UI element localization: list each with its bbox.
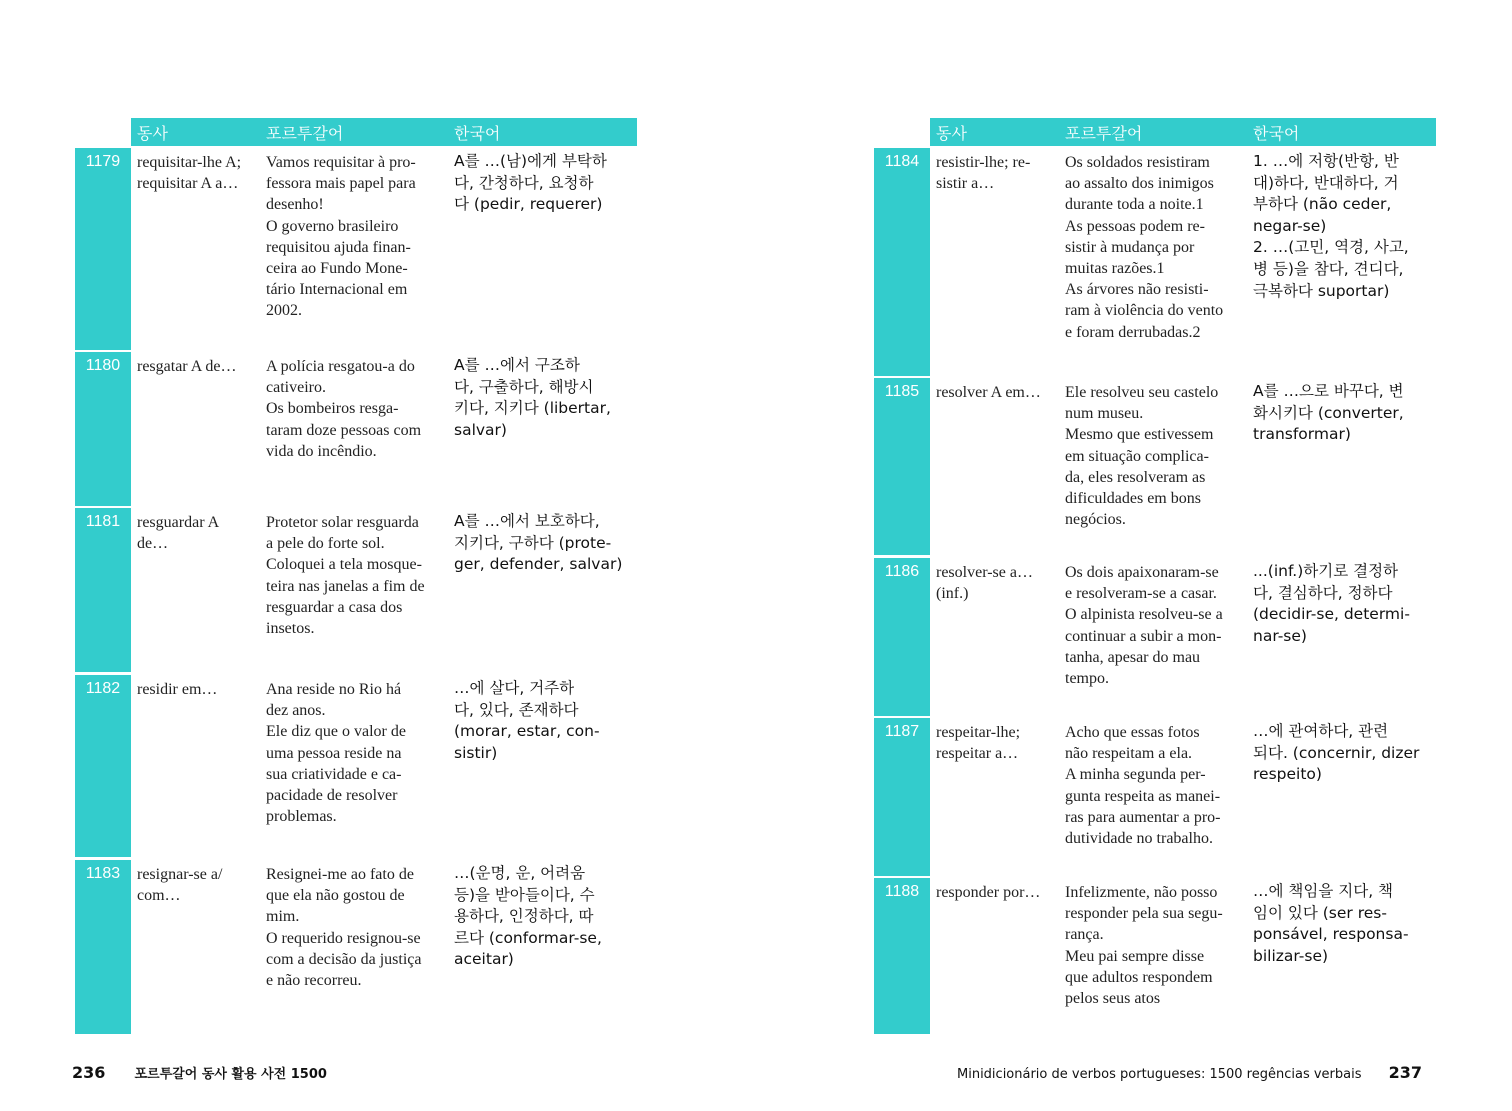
entry-korean [454,863,634,971]
entry-1183 [75,860,637,1034]
example-line: desenho! [266,196,324,214]
entry-korean [454,678,634,764]
korean-line: (morar, estar, con- [454,722,600,741]
korean-line: …(운명, 운, 어려움 [454,864,586,882]
example-line: responder pela sua segu- [1065,905,1223,923]
entry-number: 1188 [884,883,920,900]
korean-line: (decidir-se, determi- [1253,605,1410,624]
entry-number: 1183 [85,865,121,882]
example-line: gunta respeita as manei- [1065,787,1221,805]
example-line: Meu pai sempre disse [1065,947,1205,965]
example-line: ras para aumentar a pro- [1065,808,1221,826]
header-portuguese: 포르투갈어 [1065,124,1143,143]
example-line: Ele diz que o valor de [266,723,406,741]
korean-line: aceitar) [454,950,514,969]
entry-number: 1182 [85,680,121,697]
example-line: durante toda a noite.1 [1065,196,1204,214]
header-korean: 한국어 [1253,124,1300,143]
entry-verb: responder por… [936,884,1041,901]
example-line: A polícia resgatou-a do [266,358,415,375]
example-line: Vamos requisitar à pro- [266,154,416,171]
korean-line: 대)하다, 반대하다, 거 [1253,173,1399,192]
example-line: fessora mais papel para [266,175,416,193]
example-line: dez anos. [266,702,326,720]
example-line: não respeitam a ela. [1065,745,1193,763]
example-line: da, eles resolveram as [1065,468,1206,486]
korean-line: 1. …에 저항(반항, 반 [1253,152,1399,170]
entry-korean [1253,381,1433,446]
entry-1186 [874,558,1436,716]
entry-verb: resolver A em… [936,384,1041,401]
entry-examples [266,356,446,462]
example-line: ao assalto dos inimigos [1065,175,1214,193]
example-line: sua criatividade e ca- [266,765,402,783]
example-line: e não recorreu. [266,972,362,990]
korean-line: 다, 있다, 존재하다 [454,700,579,719]
entry-number-bar [874,378,930,555]
example-line: rança. [1065,926,1104,944]
korean-line: 다 (pedir, requerer) [454,195,603,214]
entry-number-bar [75,352,131,506]
example-line: a pele do forte sol. [266,535,385,553]
entry-korean [454,511,634,576]
korean-line: 등)을 받아들이다, 수 [454,885,595,904]
entry-number-bar [874,558,930,716]
entry-number-bar [874,718,930,876]
entry-verb: resguardar A de… [137,514,220,553]
entry-1182 [75,675,637,857]
entry-examples [266,864,446,991]
entry-verb: residir em… [137,681,218,698]
entry-korean [1253,721,1433,786]
example-line: cativeiro. [266,379,326,397]
example-line: Acho que essas fotos [1065,724,1200,741]
korean-line: ...(inf.)하기로 결정하 [1253,562,1399,580]
example-line: resguardar a casa dos [266,598,403,616]
example-line: Os dois apaixonaram-se [1065,564,1219,581]
entry-examples [1065,382,1245,530]
entry-number-bar [75,675,131,857]
korean-line: 지키다, 구하다 (prote- [454,533,612,552]
page-number: 237 [1388,1063,1422,1082]
example-line: As pessoas podem re- [1065,217,1205,235]
example-line: teira nas janelas a fim de [266,577,425,595]
example-line: Protetor solar resguarda [266,514,419,531]
example-line: muitas razões.1 [1065,260,1165,278]
entry-1187 [874,718,1436,876]
example-line: tário Internacional em [266,281,408,299]
example-line: e resolveram-se a casar. [1065,585,1217,603]
entry-1181 [75,508,637,672]
korean-line: 다, 간청하다, 요청하 [454,173,594,192]
entry-number-bar [874,878,930,1034]
entry-examples [1065,152,1245,343]
example-line: insetos. [266,620,315,638]
example-line: Mesmo que estivessem [1065,426,1214,444]
korean-line: 용하다, 인정하다, 따 [454,907,594,926]
entry-korean [454,151,634,216]
header-verb: 동사 [137,124,168,143]
entry-number: 1187 [884,723,920,740]
entry-1184 [874,148,1436,376]
korean-line: 임이 있다 (ser res- [1253,903,1387,922]
entry-examples [1065,722,1245,849]
example-line: num museu. [1065,405,1144,423]
entry-1188 [874,878,1436,1034]
example-line: As árvores não resisti- [1065,281,1209,299]
korean-line: 르다 (conformar-se, [454,928,602,947]
example-line: mim. [266,908,300,926]
korean-line: …에 살다, 거주하 [454,679,575,697]
entry-verb: resignar-se a/ com… [137,866,223,905]
header-portuguese: 포르투갈어 [266,124,344,143]
korean-line: salvar) [454,420,507,439]
entry-number: 1186 [884,563,920,580]
korean-line: ponsável, responsa- [1253,925,1409,944]
right-footer [957,1063,1422,1082]
korean-line: 다, 구출하다, 해방시 [454,377,594,396]
entry-number: 1185 [884,383,920,400]
entry-verb: resistir-lhe; re- sistir a… [936,154,1031,193]
example-line: Infelizmente, não posso [1065,884,1218,901]
entry-number: 1179 [85,153,121,170]
example-line: O requerido resignou-se [266,929,421,947]
example-line: dutividade no trabalho. [1065,830,1213,848]
header-verb: 동사 [936,124,967,143]
entry-number-bar [75,508,131,672]
example-line: Coloquei a tela mosque- [266,556,422,574]
example-line: que adultos respondem [1065,968,1213,986]
korean-line: 극복하다 suportar) [1253,281,1390,300]
example-line: em situação complica- [1065,447,1209,465]
entry-number: 1181 [85,513,121,530]
korean-line: 부하다 (não ceder, [1253,195,1392,214]
example-line: sistir à mudança por [1065,238,1195,256]
example-line: dificuldades em bons [1065,490,1201,508]
example-line: Ele resolveu seu castelo [1065,384,1219,401]
korean-line: A를 …(남)에게 부탁하 [454,152,607,170]
example-line: pelos seus atos [1065,990,1161,1008]
korean-line: 키다, 지키다 (libertar, [454,399,611,418]
example-line: que ela não gostou de [266,887,405,905]
korean-line: ger, defender, salvar) [454,555,623,574]
entry-examples [266,512,446,639]
entry-verb: resolver-se a… (inf.) [936,564,1033,603]
korean-line: A를 …에서 보호하다, [454,512,600,530]
table-header [131,118,637,146]
example-line: uma pessoa reside na [266,744,402,762]
korean-line: A를 …에서 구조하 [454,356,580,374]
example-line: tanha, apesar do mau [1065,648,1201,666]
entry-verb: requisitar-lhe A; requisitar A a… [137,154,242,193]
example-line: e foram derrubadas.2 [1065,323,1201,341]
entry-examples [1065,882,1245,1009]
example-line: pacidade de resolver [266,787,398,805]
example-line: com a decisão da justiça [266,950,422,968]
entry-1185 [874,378,1436,555]
example-line: tempo. [1065,670,1109,688]
entry-korean [1253,561,1433,647]
example-line: Os soldados resistiram [1065,154,1210,171]
example-line: problemas. [266,808,337,826]
example-line: requisitou ajuda finan- [266,238,411,256]
example-line: O governo brasileiro [266,217,399,235]
entry-1179 [75,148,637,350]
korean-line: 2. …(고민, 역경, 사고, [1253,238,1409,257]
entry-korean [1253,881,1433,967]
korean-line: …에 관여하다, 관련 [1253,722,1389,740]
example-line: continuar a subir a mon- [1065,627,1222,645]
korean-line: bilizar-se) [1253,946,1329,965]
example-line: Resignei-me ao fato de [266,866,414,883]
example-line: 2002. [266,302,302,320]
example-line: Ana reside no Rio há [266,681,402,698]
entry-examples [266,152,446,322]
entry-number-bar [75,148,131,350]
entry-number-bar [874,148,930,376]
korean-line: nar-se) [1253,626,1307,645]
example-line: vida do incêndio. [266,442,377,460]
korean-line: 병 등)을 참다, 견디다, [1253,259,1404,278]
table-header [930,118,1436,146]
entry-korean [1253,151,1433,302]
entry-examples [1065,562,1245,689]
korean-line: 되다. (concernir, dizer [1253,743,1420,762]
korean-line: …에 책임을 지다, 책 [1253,882,1394,900]
korean-line: 화시키다 (converter, [1253,403,1404,422]
example-line: ceira ao Fundo Mone- [266,260,408,278]
korean-line: A를 …으로 바꾸다, 변 [1253,382,1404,400]
entry-number: 1180 [85,357,121,374]
entry-number: 1184 [884,153,920,170]
entry-verb: resgatar A de… [137,358,237,375]
korean-line: 다, 결심하다, 정하다 [1253,583,1393,602]
example-line: A minha segunda per- [1065,766,1206,784]
entry-1180 [75,352,637,506]
example-line: ram à violência do vento [1065,302,1224,320]
example-line: taram doze pessoas com [266,421,422,439]
footer-title: 포르투갈어 동사 활용 사전 1500 [134,1067,327,1082]
left-footer [72,1063,327,1082]
example-line: Os bombeiros resga- [266,400,399,418]
page-number: 236 [72,1063,106,1082]
korean-line: respeito) [1253,765,1322,784]
korean-line: sistir) [454,743,498,762]
korean-line: negar-se) [1253,216,1327,235]
entry-verb: respeitar-lhe; respeitar a… [936,724,1021,763]
example-line: O alpinista resolveu-se a [1065,606,1223,624]
header-korean: 한국어 [454,124,501,143]
entry-korean [454,355,634,441]
korean-line: transformar) [1253,425,1351,444]
footer-title: Minidicionário de verbos portugueses: 1500 regências verbais [957,1067,1362,1082]
entry-examples [266,679,446,827]
example-line: negócios. [1065,511,1126,529]
entry-number-bar [75,860,131,1034]
